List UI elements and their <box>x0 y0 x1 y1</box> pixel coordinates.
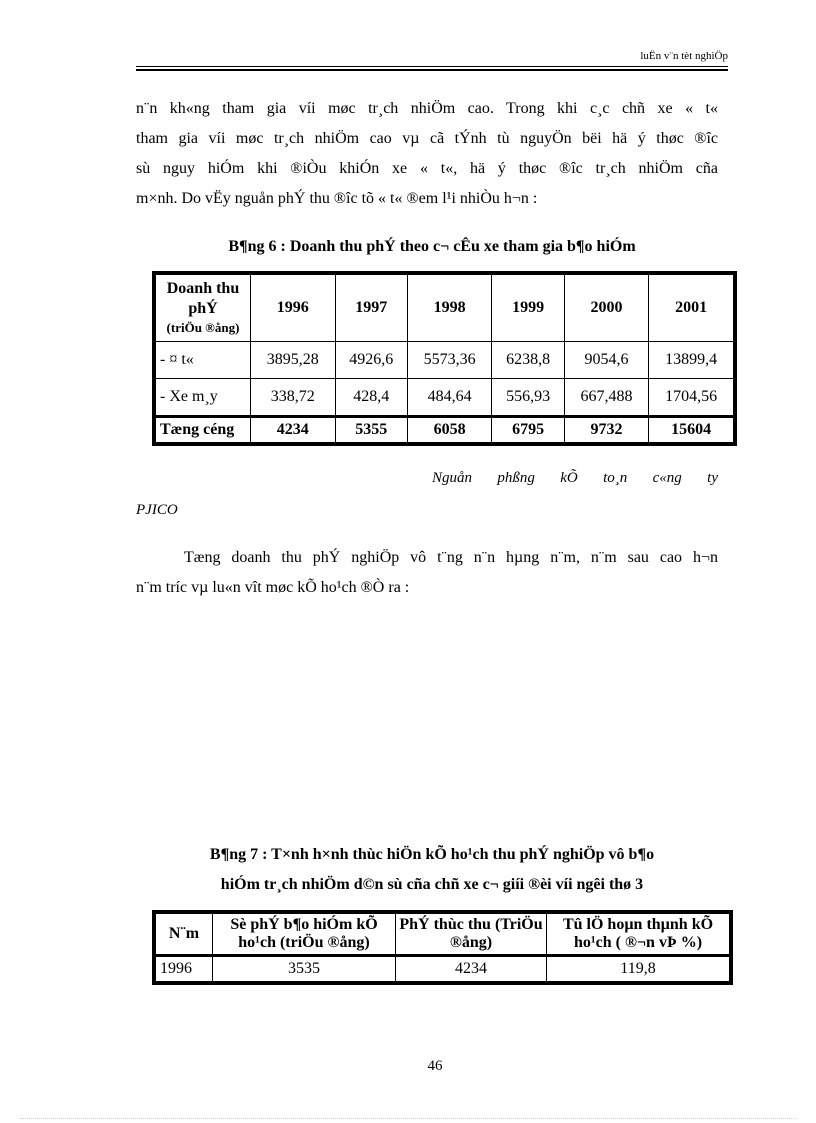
header-rule-thick <box>136 69 728 71</box>
table-cell: 6795 <box>492 417 564 443</box>
paragraph-line: Tæng doanh thu phÝ nghiÖp vô t¨ng n¨n hµng n¨m, n¨m sau cao h¬n <box>184 549 718 566</box>
table-cell: 338,72 <box>251 379 336 417</box>
header-planned-premium: Sè phÝ b¶o hiÓm kÕ ho¹ch (triÖu ®ång) <box>213 914 396 956</box>
paragraph-2 <box>136 543 718 603</box>
header-year: N¨m <box>156 914 213 956</box>
table-row <box>156 956 730 982</box>
table-cell: 15604 <box>649 417 734 443</box>
table6 <box>152 271 737 446</box>
header-rule <box>136 66 728 67</box>
year-header: 1998 <box>407 275 492 342</box>
year-header: 1996 <box>251 275 336 342</box>
header-unit-text: (triÖu ®ång) <box>166 320 240 335</box>
table-cell: 4926,6 <box>335 342 407 379</box>
source-note-company: PJICO <box>136 502 178 518</box>
table-cell: 3895,28 <box>251 342 336 379</box>
header-completion-rate: Tû lÖ hoµn thµnh kÕ ho¹ch ( ®¬n vÞ %) <box>547 914 730 956</box>
year-header: 1997 <box>335 275 407 342</box>
table7-caption-line1: B¶ng 7 : T×nh h×nh thùc hiÖn kÕ ho¹ch thu phÝ nghiÖp vô b¶o <box>209 846 655 863</box>
table-cell: 6238,8 <box>492 342 564 379</box>
year-header: 2001 <box>649 275 734 342</box>
table6-caption: B¶ng 6 : Doanh thu phÝ theo c¬ cÊu xe tham gia b¶o hiÓm <box>228 238 636 255</box>
paragraph-line: tham gia víi møc tr¸ch nhiÖm cao vµ cã tÝnh tù nguyÖn bëi hä ý thøc ®îc <box>136 130 718 147</box>
page-number: 46 <box>427 1058 443 1074</box>
table-row <box>156 379 734 417</box>
row-label: - ¤ t« <box>156 342 251 379</box>
table-cell: 1704,56 <box>649 379 734 417</box>
table-cell: 4234 <box>251 417 336 443</box>
table7 <box>152 910 733 985</box>
paragraph-line: sù nguy hiÓm khi ®iÒu khiÓn xe « t«, hä ý thøc ®îc tr¸ch nhiÖm cña <box>136 160 718 177</box>
paragraph-1 <box>136 94 718 214</box>
source-note: Nguån phßng kÕ to¸n c«ng ty <box>432 470 718 486</box>
table-cell: 556,93 <box>492 379 564 417</box>
table-cell: 667,488 <box>564 379 649 417</box>
table-cell: 3535 <box>213 956 396 982</box>
table-header-row <box>156 914 730 956</box>
table-cell: 428,4 <box>335 379 407 417</box>
paragraph-line: m×nh. Do vËy nguån phÝ thu ®îc tõ « t« ®em l¹i nhiÒu h¬n : <box>136 190 538 207</box>
table-header-row <box>156 275 734 342</box>
year-header: 2000 <box>564 275 649 342</box>
table-cell: 1996 <box>156 956 213 982</box>
table6-header-label <box>156 275 251 342</box>
total-label: Tæng céng <box>156 417 251 443</box>
header-label-text: Doanh thu phÝ <box>166 280 240 317</box>
table-cell: 119,8 <box>547 956 730 982</box>
table-cell: 9732 <box>564 417 649 443</box>
paragraph-line: n¨n kh«ng tham gia víi møc tr¸ch nhiÖm cao. Trong khi c¸c chñ xe « t« <box>136 100 718 117</box>
table-cell: 6058 <box>407 417 492 443</box>
paragraph-line: n¨m tríc vµ lu«n vît møc kÕ ho¹ch ®Ò ra : <box>136 579 410 596</box>
table-total-row <box>156 417 734 443</box>
table-row <box>156 342 734 379</box>
table-cell: 9054,6 <box>564 342 649 379</box>
table-cell: 484,64 <box>407 379 492 417</box>
page-bottom-border <box>20 1118 796 1119</box>
header-actual-premium: PhÝ thùc thu (TriÖu ®ång) <box>396 914 547 956</box>
table7-caption-line2: hiÓm tr¸ch nhiÖm d©n sù cña chñ xe c¬ giíi ®èi víi ngêi thø 3 <box>220 876 644 893</box>
table-cell: 4234 <box>396 956 547 982</box>
running-header: luËn v¨n tèt nghiÖp <box>640 50 728 62</box>
year-header: 1999 <box>492 275 564 342</box>
table-cell: 5355 <box>335 417 407 443</box>
table-cell: 13899,4 <box>649 342 734 379</box>
table-cell: 5573,36 <box>407 342 492 379</box>
row-label: - Xe m¸y <box>156 379 251 417</box>
